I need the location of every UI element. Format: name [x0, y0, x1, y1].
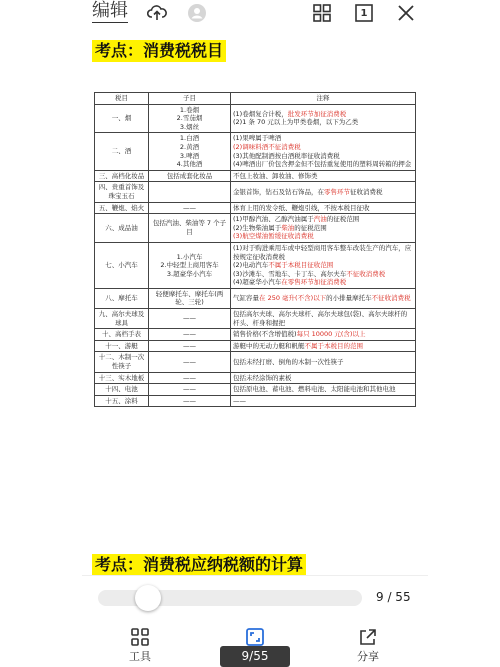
table-row [95, 288, 416, 308]
table-cell-item: 十一、游艇 [95, 340, 149, 352]
table-cell-sub: 1.白酒 2.黄酒 3.啤酒 4.其他酒 [149, 133, 231, 170]
table-cell-sub: 包括成套化妆品 [149, 170, 231, 182]
header-item: 税目 [95, 93, 149, 105]
fit-page-button[interactable] [225, 626, 285, 648]
table-cell-note: 不包上妆油、卸妆油、修饰类 [231, 170, 416, 182]
fit-page-icon [225, 626, 285, 648]
header-sub: 子目 [149, 93, 231, 105]
table-cell-item: 十二、木制一次性筷子 [95, 352, 149, 372]
table-cell-sub: 包括汽油、柴油等 7 个子目 [149, 214, 231, 243]
table-cell-note: (1)卷烟复合计税，批发环节加征消费税 (2)1 条 70 元以上为甲类卷烟，以下为乙类 [231, 104, 416, 133]
table-row [95, 182, 416, 202]
table-cell-sub: —— [149, 384, 231, 396]
table-cell-item: 二、酒 [95, 133, 149, 170]
section-title-tax-calc: 考点：消费税应纳税额的计算 [92, 554, 306, 576]
table-row [95, 309, 416, 329]
table-row [95, 170, 416, 182]
document-page [82, 26, 428, 666]
table-cell-item: 八、摩托车 [95, 288, 149, 308]
table-cell-note: 包括未经涂饰的素板 [231, 372, 416, 384]
table-cell-item: 一、烟 [95, 104, 149, 133]
share-label: 分享 [357, 650, 379, 663]
table-cell-sub: —— [149, 352, 231, 372]
section-title-tax-items: 考点：消费税税目 [92, 40, 226, 62]
share-button[interactable] [338, 626, 398, 664]
close-icon[interactable] [395, 2, 417, 24]
page-number-label: 1 [360, 7, 368, 19]
top-toolbar [0, 0, 500, 26]
table-cell-note: (1)果啤属于啤酒 (2)调味料酒不征消费税 (3)其他配制酒按白酒税率征收消费税 (4)啤酒出厂价包含押金但不包括重复使用的塑料周转箱的押金 [231, 133, 416, 170]
table-cell-note: 包括高尔夫球、高尔夫球杆、高尔夫球包(袋)、高尔夫球杆的杆头、杆身和握把 [231, 309, 416, 329]
table-cell-item: 三、高档化妆品 [95, 170, 149, 182]
table-cell-item: 十四、电池 [95, 384, 149, 396]
table-cell-note: (1)甲醇汽油、乙醇汽油属于汽油的征税范围 (2)生物柴油属于柴油的征税范围 (3)航空煤油暂缓征收消费税 [231, 214, 416, 243]
table-row [95, 340, 416, 352]
tax-items-table [94, 92, 416, 407]
table-cell-note: 金银首饰，钻石及钻石饰品，在零售环节征收消费税 [231, 182, 416, 202]
table-cell-sub: —— [149, 340, 231, 352]
table-cell-item: 五、鞭炮、焰火 [95, 202, 149, 214]
table-cell-item: 十、高档手表 [95, 329, 149, 341]
header-note: 注释 [231, 93, 416, 105]
page-indicator-pill: 9/55 [220, 646, 290, 667]
table-cell-note: 游艇中的无动力艇和帆艇不属于本税目的范围 [231, 340, 416, 352]
table-row [95, 395, 416, 407]
table-cell-sub: 1.小汽车 2.中轻型上商用客车 3.超豪华小汽车 [149, 242, 231, 288]
table-cell-note: —— [231, 395, 416, 407]
tools-icon [110, 626, 170, 648]
tools-button[interactable] [110, 626, 170, 664]
table-cell-sub [149, 182, 231, 202]
table-row [95, 214, 416, 243]
table-cell-note: 包括原电池、蓄电池、燃料电池、太阳能电池和其他电池 [231, 384, 416, 396]
table-row [95, 242, 416, 288]
table-row [95, 202, 416, 214]
table-cell-note: 包括未经打磨、倒角的木制一次性筷子 [231, 352, 416, 372]
table-body [95, 104, 416, 407]
page-number-icon[interactable] [353, 2, 375, 24]
reader-bottom-bar [82, 575, 428, 666]
edit-button[interactable]: 编辑 [92, 0, 128, 21]
table-cell-item: 十三、实木地板 [95, 372, 149, 384]
table-cell-note: 气缸容量在 250 毫升(不含)以下的小排量摩托车不征收消费税 [231, 288, 416, 308]
table-cell-note: 体育上用的发令纸、鞭炮引线，不按本税目征收 [231, 202, 416, 214]
table-cell-sub: 1.卷烟 2.雪茄烟 3.烟丝 [149, 104, 231, 133]
share-icon [338, 626, 398, 648]
table-row [95, 133, 416, 170]
table-row [95, 372, 416, 384]
avatar-icon[interactable] [186, 2, 208, 24]
page-counter: 9 / 55 [376, 590, 411, 604]
table-cell-note: 销售价格(不含增值税)每只 10000 元(含)以上 [231, 329, 416, 341]
table-cell-sub: —— [149, 395, 231, 407]
table-cell-item: 九、高尔夫球及球具 [95, 309, 149, 329]
table-cell-item: 六、成品油 [95, 214, 149, 243]
table-cell-item: 十五、涂料 [95, 395, 149, 407]
table-cell-sub: 轻便摩托车、摩托车(两轮、三轮) [149, 288, 231, 308]
table-row [95, 329, 416, 341]
table-cell-note: (1)对于购进乘用车或中轻型商用客车整车改装生产的汽车，应按规定征收消费税 (2)电动汽车不属于本税目征收范围 (3)沙滩车、雪地车、卡丁车、高尔夫车不征收消费税 (4)超豪华小汽车在零售环节加征消费税 [231, 242, 416, 288]
cloud-upload-icon[interactable] [146, 2, 168, 24]
table-cell-sub: —— [149, 329, 231, 341]
table-cell-item: 四、贵重首饰及珠宝玉石 [95, 182, 149, 202]
table-row [95, 384, 416, 396]
tools-label: 工具 [129, 650, 151, 663]
table-row [95, 104, 416, 133]
table-cell-sub: —— [149, 202, 231, 214]
table-header-row [95, 93, 416, 105]
table-cell-sub: —— [149, 309, 231, 329]
table-cell-sub: —— [149, 372, 231, 384]
table-cell-item: 七、小汽车 [95, 242, 149, 288]
table-row [95, 352, 416, 372]
grid-icon[interactable] [311, 2, 333, 24]
page-slider-handle[interactable] [135, 585, 161, 611]
